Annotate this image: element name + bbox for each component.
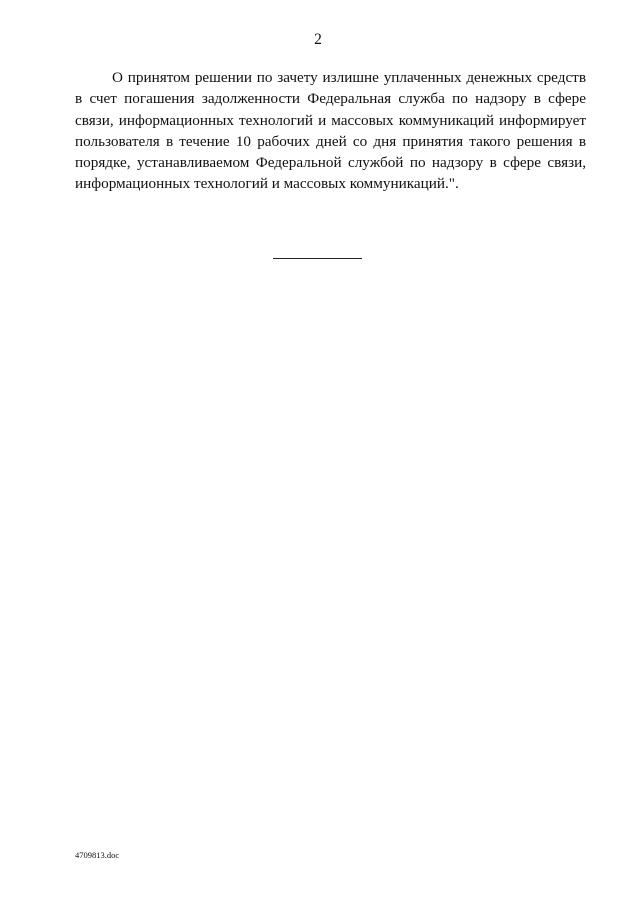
page-number: 2	[314, 31, 322, 48]
body-paragraph: О принятом решении по зачету излишне уплаченных денежных средств в счет погашения задолженности Федеральная служба по надзору в сфере связи, информационных технологий и массовых коммуникаций информирует пользователя в течение 10 рабочих дней со дня принятия такого решения в порядке, устанавливаемом Федеральной службой по надзору в сфере связи, информационных технологий и массовых коммуникаций.".	[75, 69, 586, 193]
end-of-text-rule	[273, 258, 362, 259]
file-reference: 4709813.doc	[75, 850, 120, 860]
